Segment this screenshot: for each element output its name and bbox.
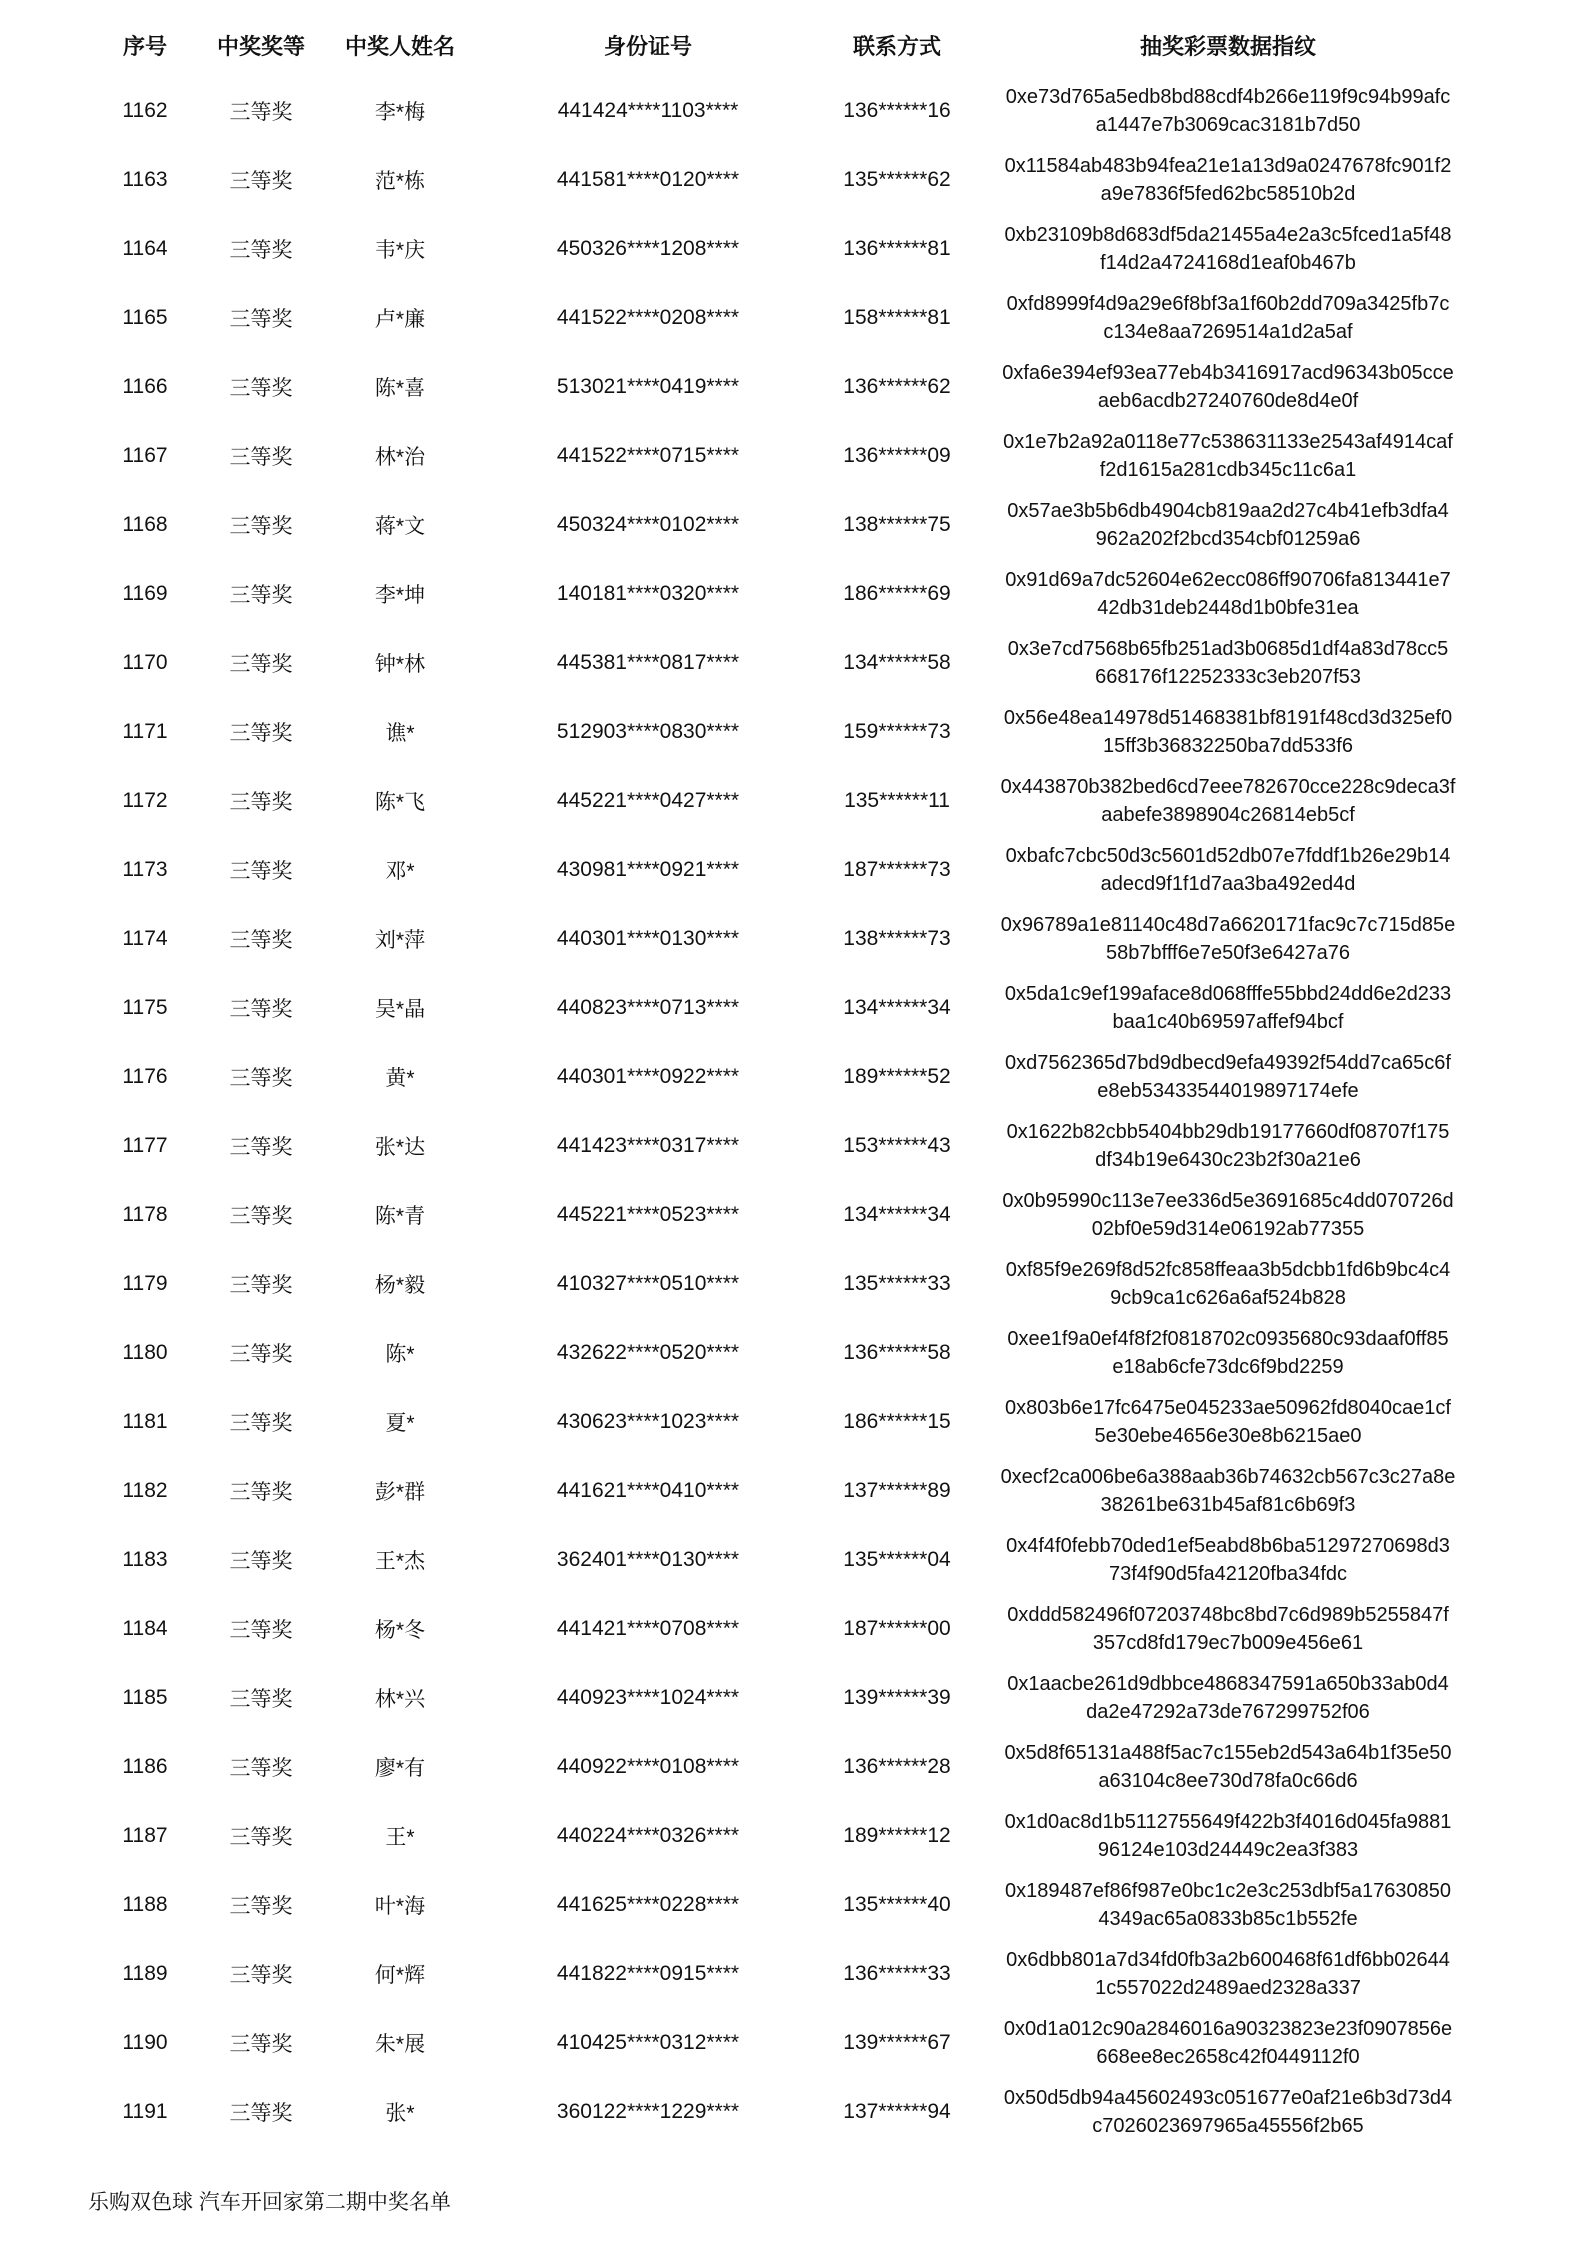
cell-serial: 1165 (122, 305, 168, 329)
cell-ticket-fingerprint (976, 359, 1480, 415)
cell-serial: 1174 (122, 926, 168, 950)
fingerprint-line1: 0x443870b382bed6cd7eee782670cce228c9deca3f (1000, 775, 1456, 798)
fingerprint-line2: 42db31deb2448d1b0bfe31ea (1097, 596, 1359, 619)
cell-contact: 135******04 (843, 1547, 951, 1571)
table-row (0, 2008, 1586, 2077)
cell-winner-name: 夏* (385, 1411, 415, 1435)
cell-prize-level: 三等奖 (229, 169, 293, 193)
cell-prize-level: 三等奖 (229, 1687, 293, 1711)
cell-contact: 138******75 (843, 512, 951, 536)
cell-contact: 189******12 (843, 1823, 951, 1847)
fingerprint-line2: c134e8aa7269514a1d2a5af (1103, 320, 1353, 343)
cell-serial: 1189 (122, 1961, 168, 1985)
cell-prize-level: 三等奖 (229, 859, 293, 883)
cell-ticket-fingerprint (976, 221, 1480, 277)
cell-id-number: 512903****0830**** (556, 719, 740, 743)
cell-winner-name: 何*辉 (374, 1963, 426, 1987)
fingerprint-line1: 0x96789a1e81140c48d7a6620171fac9c7c715d85e (1000, 913, 1456, 936)
cell-contact: 134******34 (843, 995, 951, 1019)
cell-ticket-fingerprint (976, 1808, 1480, 1864)
fingerprint-line1: 0x5da1c9ef199aface8d068fffe55bbd24dd6e2d233 (1004, 982, 1452, 1005)
cell-serial: 1163 (122, 167, 168, 191)
fingerprint-line1: 0x803b6e17fc6475e045233ae50962fd8040cae1cf (1005, 1396, 1451, 1419)
cell-serial: 1190 (122, 2030, 168, 2054)
fingerprint-line1: 0x56e48ea14978d51468381bf8191f48cd3d325ef0 (1003, 706, 1453, 729)
table-row (0, 1180, 1586, 1249)
cell-winner-name: 朱*展 (374, 2032, 426, 2056)
fingerprint-line1: 0xecf2ca006be6a388aab36b74632cb567c3c27a8e (1000, 1465, 1456, 1488)
cell-id-number: 410327****0510**** (556, 1271, 740, 1295)
cell-ticket-fingerprint (976, 1946, 1480, 2002)
fingerprint-line1: 0xd7562365d7bd9dbecd9efa49392f54dd7ca65c6f (1005, 1051, 1451, 1074)
cell-winner-name: 林*兴 (374, 1687, 426, 1711)
table-row (0, 1594, 1586, 1663)
table-row (0, 1111, 1586, 1180)
fingerprint-line2: df34b19e6430c23b2f30a21e6 (1095, 1148, 1361, 1171)
cell-contact: 136******58 (843, 1340, 951, 1364)
cell-id-number: 450326****1208**** (556, 236, 740, 260)
fingerprint-line2: 668176f12252333c3eb207f53 (1095, 665, 1361, 688)
cell-serial: 1177 (122, 1133, 168, 1157)
fingerprint-line2: 9cb9ca1c626a6af524b828 (1110, 1286, 1346, 1309)
cell-contact: 136******33 (843, 1961, 951, 1985)
cell-id-number: 140181****0320**** (556, 581, 740, 605)
cell-ticket-fingerprint (976, 704, 1480, 760)
cell-contact: 187******73 (843, 857, 951, 881)
table-row (0, 973, 1586, 1042)
fingerprint-line2: a1447e7b3069cac3181b7d50 (1095, 113, 1361, 136)
cell-ticket-fingerprint (976, 83, 1480, 139)
fingerprint-line1: 0xddd582496f07203748bc8bd7c6d989b5255847f (1007, 1603, 1449, 1626)
cell-winner-name: 叶*海 (374, 1894, 426, 1918)
table-row (0, 1870, 1586, 1939)
cell-winner-name: 张*达 (374, 1135, 426, 1159)
table-row (0, 283, 1586, 352)
cell-prize-level: 三等奖 (229, 928, 293, 952)
fingerprint-line1: 0x57ae3b5b6db4904cb819aa2d27c4b41efb3dfa4 (1007, 499, 1449, 522)
table-row (0, 1939, 1586, 2008)
cell-id-number: 445381****0817**** (556, 650, 740, 674)
fingerprint-line2: 96124e103d24449c2ea3f383 (1097, 1838, 1359, 1861)
cell-prize-level: 三等奖 (229, 1549, 293, 1573)
cell-ticket-fingerprint (976, 1394, 1480, 1450)
cell-id-number: 445221****0523**** (556, 1202, 740, 1226)
fingerprint-line1: 0x1aacbe261d9dbbce4868347591a650b33ab0d4 (1007, 1672, 1449, 1695)
cell-id-number: 362401****0130**** (556, 1547, 740, 1571)
fingerprint-line2: 15ff3b36832250ba7dd533f6 (1103, 734, 1353, 757)
cell-prize-level: 三等奖 (229, 376, 293, 400)
cell-ticket-fingerprint (976, 773, 1480, 829)
cell-winner-name: 李*坤 (374, 583, 426, 607)
cell-ticket-fingerprint (976, 2084, 1480, 2140)
cell-winner-name: 蒋*文 (374, 514, 426, 538)
fingerprint-line1: 0xee1f9a0ef4f8f2f0818702c0935680c93daaf0ff85 (1007, 1327, 1449, 1350)
cell-serial: 1173 (122, 857, 168, 881)
cell-winner-name: 谯* (385, 721, 415, 745)
cell-id-number: 441522****0208**** (556, 305, 740, 329)
fingerprint-line1: 0xe73d765a5edb8bd88cdf4b266e119f9c94b99afc (1005, 85, 1451, 108)
cell-prize-level: 三等奖 (229, 1618, 293, 1642)
cell-serial: 1175 (122, 995, 168, 1019)
fingerprint-line2: 1c557022d2489aed2328a337 (1095, 1976, 1361, 1999)
table-row (0, 697, 1586, 766)
list-caption: 乐购双色球 汽车开回家第二期中奖名单 (88, 2191, 451, 2214)
cell-winner-name: 陈*青 (374, 1204, 426, 1228)
cell-contact: 189******52 (843, 1064, 951, 1088)
fingerprint-line2: 668ee8ec2658c42f0449112f0 (1096, 2045, 1360, 2068)
cell-id-number: 360122****1229**** (556, 2099, 740, 2123)
cell-contact: 135******33 (843, 1271, 951, 1295)
table-row (0, 904, 1586, 973)
cell-id-number: 432622****0520**** (556, 1340, 740, 1364)
cell-serial: 1172 (122, 788, 168, 812)
header-winner-name: 中奖人姓名 (344, 33, 455, 59)
table-row (0, 490, 1586, 559)
cell-id-number: 440301****0130**** (556, 926, 740, 950)
table-row (0, 352, 1586, 421)
table-row (0, 1732, 1586, 1801)
cell-prize-level: 三等奖 (229, 1135, 293, 1159)
cell-ticket-fingerprint (976, 1049, 1480, 1105)
cell-prize-level: 三等奖 (229, 2032, 293, 2056)
cell-winner-name: 刘*萍 (374, 928, 426, 952)
cell-serial: 1188 (122, 1892, 168, 1916)
table-row (0, 1801, 1586, 1870)
cell-prize-level: 三等奖 (229, 652, 293, 676)
cell-ticket-fingerprint (976, 842, 1480, 898)
cell-ticket-fingerprint (976, 1877, 1480, 1933)
cell-prize-level: 三等奖 (229, 1411, 293, 1435)
cell-winner-name: 王*杰 (374, 1549, 426, 1573)
cell-ticket-fingerprint (976, 1601, 1480, 1657)
fingerprint-line2: 5e30ebe4656e30e8b6215ae0 (1094, 1424, 1362, 1447)
cell-id-number: 513021****0419**** (556, 374, 740, 398)
cell-id-number: 430623****1023**** (556, 1409, 740, 1433)
table-row (0, 1456, 1586, 1525)
cell-serial: 1182 (122, 1478, 168, 1502)
cell-contact: 136******09 (843, 443, 951, 467)
cell-prize-level: 三等奖 (229, 1894, 293, 1918)
cell-ticket-fingerprint (976, 152, 1480, 208)
cell-serial: 1185 (122, 1685, 168, 1709)
table-row (0, 1042, 1586, 1111)
cell-winner-name: 廖*有 (374, 1756, 426, 1780)
cell-prize-level: 三等奖 (229, 445, 293, 469)
cell-winner-name: 韦*庆 (374, 238, 426, 262)
cell-serial: 1167 (122, 443, 168, 467)
cell-contact: 139******67 (843, 2030, 951, 2054)
fingerprint-line2: aeb6acdb27240760de8d4e0f (1097, 389, 1359, 412)
cell-id-number: 441421****0708**** (556, 1616, 740, 1640)
fingerprint-line1: 0x6dbb801a7d34fd0fb3a2b600468f61df6bb02644 (1006, 1948, 1450, 1971)
cell-serial: 1168 (122, 512, 168, 536)
fingerprint-line2: f2d1615a281cdb345c11c6a1 (1099, 458, 1357, 481)
cell-prize-level: 三等奖 (229, 790, 293, 814)
cell-winner-name: 陈* (385, 1342, 415, 1366)
cell-id-number: 440923****1024**** (556, 1685, 740, 1709)
cell-serial: 1171 (122, 719, 168, 743)
cell-winner-name: 钟*林 (374, 652, 426, 676)
cell-contact: 136******81 (843, 236, 951, 260)
cell-id-number: 410425****0312**** (556, 2030, 740, 2054)
fingerprint-line2: 38261be631b45af81c6b69f3 (1100, 1493, 1356, 1516)
cell-serial: 1183 (122, 1547, 168, 1571)
cell-serial: 1180 (122, 1340, 168, 1364)
fingerprint-line1: 0x11584ab483b94fea21e1a13d9a0247678fc901f2 (1004, 154, 1452, 177)
cell-ticket-fingerprint (976, 1463, 1480, 1519)
cell-prize-level: 三等奖 (229, 1204, 293, 1228)
cell-prize-level: 三等奖 (229, 238, 293, 262)
cell-contact: 186******69 (843, 581, 951, 605)
fingerprint-line2: f14d2a4724168d1eaf0b467b (1100, 251, 1356, 274)
cell-prize-level: 三等奖 (229, 721, 293, 745)
cell-ticket-fingerprint (976, 2015, 1480, 2071)
header-id-number: 身份证号 (603, 33, 692, 59)
cell-contact: 186******15 (843, 1409, 951, 1433)
cell-winner-name: 李*梅 (374, 100, 426, 124)
cell-contact: 137******89 (843, 1478, 951, 1502)
cell-serial: 1176 (122, 1064, 168, 1088)
cell-prize-level: 三等奖 (229, 1066, 293, 1090)
fingerprint-line2: 73f4f90d5fa42120fba34fdc (1109, 1562, 1347, 1585)
table-row (0, 2077, 1586, 2146)
cell-contact: 138******73 (843, 926, 951, 950)
header-contact: 联系方式 (852, 33, 941, 59)
fingerprint-line2: adecd9f1f1d7aa3ba492ed4d (1100, 872, 1356, 895)
cell-serial: 1191 (122, 2099, 168, 2123)
table-header-row (0, 14, 1586, 76)
cell-id-number: 440823****0713**** (556, 995, 740, 1019)
fingerprint-line2: c7026023697965a45556f2b65 (1092, 2114, 1364, 2137)
fingerprint-line1: 0xfa6e394ef93ea77eb4b3416917acd96343b05cce (1002, 361, 1454, 384)
cell-serial: 1170 (122, 650, 168, 674)
cell-id-number: 441581****0120**** (556, 167, 740, 191)
table-row (0, 1525, 1586, 1594)
fingerprint-line1: 0x0b95990c113e7ee336d5e3691685c4dd070726d (1002, 1189, 1454, 1212)
cell-contact: 153******43 (843, 1133, 951, 1157)
cell-id-number: 441423****0317**** (556, 1133, 740, 1157)
cell-contact: 187******00 (843, 1616, 951, 1640)
table-row (0, 766, 1586, 835)
fingerprint-line1: 0x3e7cd7568b65fb251ad3b0685d1df4a83d78cc5 (1007, 637, 1449, 660)
fingerprint-line1: 0x0d1a012c90a2846016a90323823e23f0907856e (1003, 2017, 1453, 2040)
cell-contact: 136******28 (843, 1754, 951, 1778)
cell-serial: 1186 (122, 1754, 168, 1778)
cell-contact: 136******16 (843, 98, 951, 122)
fingerprint-line1: 0xbafc7cbc50d3c5601d52db07e7fddf1b26e29b14 (1005, 844, 1451, 867)
fingerprint-line2: 4349ac65a0833b85c1b552fe (1098, 1907, 1358, 1930)
cell-prize-level: 三等奖 (229, 514, 293, 538)
cell-id-number: 441621****0410**** (556, 1478, 740, 1502)
cell-winner-name: 卢*廉 (374, 307, 426, 331)
table-row (0, 628, 1586, 697)
cell-prize-level: 三等奖 (229, 100, 293, 124)
fingerprint-line1: 0x1e7b2a92a0118e77c538631133e2543af4914caf (1003, 430, 1453, 453)
fingerprint-line1: 0x1622b82cbb5404bb29db19177660df08707f175 (1006, 1120, 1450, 1143)
cell-contact: 134******34 (843, 1202, 951, 1226)
cell-id-number: 441625****0228**** (556, 1892, 740, 1916)
table-row (0, 421, 1586, 490)
cell-winner-name: 范*栋 (374, 169, 426, 193)
cell-winner-name: 陈*飞 (374, 790, 426, 814)
fingerprint-line2: 962a202f2bcd354cbf01259a6 (1095, 527, 1361, 550)
cell-prize-level: 三等奖 (229, 307, 293, 331)
cell-ticket-fingerprint (976, 1739, 1480, 1795)
cell-winner-name: 杨*毅 (374, 1273, 426, 1297)
fingerprint-line2: e8eb53433544019897174efe (1097, 1079, 1359, 1102)
header-serial: 序号 (122, 33, 167, 59)
cell-prize-level: 三等奖 (229, 1273, 293, 1297)
table-row (0, 835, 1586, 904)
cell-prize-level: 三等奖 (229, 583, 293, 607)
fingerprint-line2: 58b7bfff6e7e50f3e6427a76 (1106, 941, 1350, 964)
fingerprint-line2: aabefe3898904c26814eb5cf (1101, 803, 1355, 826)
cell-id-number: 440224****0326**** (556, 1823, 740, 1847)
cell-serial: 1181 (122, 1409, 168, 1433)
table-row (0, 145, 1586, 214)
cell-prize-level: 三等奖 (229, 1963, 293, 1987)
cell-id-number: 430981****0921**** (556, 857, 740, 881)
cell-id-number: 450324****0102**** (556, 512, 740, 536)
cell-winner-name: 林*治 (374, 445, 426, 469)
cell-serial: 1178 (122, 1202, 168, 1226)
fingerprint-line1: 0x91d69a7dc52604e62ecc086ff90706fa813441e7 (1005, 568, 1451, 591)
cell-serial: 1162 (122, 98, 168, 122)
fingerprint-line1: 0x189487ef86f987e0bc1c2e3c253dbf5a17630850 (1005, 1879, 1451, 1902)
cell-prize-level: 三等奖 (229, 1480, 293, 1504)
cell-id-number: 440301****0922**** (556, 1064, 740, 1088)
cell-serial: 1184 (122, 1616, 168, 1640)
cell-winner-name: 陈*喜 (374, 376, 426, 400)
fingerprint-line1: 0x50d5db94a45602493c051677e0af21e6b3d73d4 (1003, 2086, 1453, 2109)
cell-ticket-fingerprint (976, 566, 1480, 622)
table-row (0, 1663, 1586, 1732)
cell-ticket-fingerprint (976, 1670, 1480, 1726)
fingerprint-line2: a9e7836f5fed62bc58510b2d (1100, 182, 1356, 205)
fingerprint-line1: 0x4f4f0febb70ded1ef5eabd8b6ba51297270698d3 (1006, 1534, 1450, 1557)
fingerprint-line2: 357cd8fd179ec7b009e456e61 (1092, 1631, 1364, 1654)
cell-id-number: 445221****0427**** (556, 788, 740, 812)
cell-ticket-fingerprint (976, 1256, 1480, 1312)
cell-serial: 1164 (122, 236, 168, 260)
cell-ticket-fingerprint (976, 1532, 1480, 1588)
cell-prize-level: 三等奖 (229, 1825, 293, 1849)
cell-contact: 135******11 (844, 788, 950, 812)
fingerprint-line2: e18ab6cfe73dc6f9bd2259 (1112, 1355, 1344, 1378)
fingerprint-line1: 0xfd8999f4d9a29e6f8bf3a1f60b2dd709a3425fb7c (1006, 292, 1450, 315)
cell-serial: 1187 (122, 1823, 168, 1847)
cell-ticket-fingerprint (976, 635, 1480, 691)
cell-winner-name: 彭*群 (374, 1480, 426, 1504)
cell-serial: 1169 (122, 581, 168, 605)
fingerprint-line1: 0xf85f9e269f8d52fc858ffeaa3b5dcbb1fd6b9bc4c4 (1005, 1258, 1451, 1281)
table-row (0, 1249, 1586, 1318)
cell-prize-level: 三等奖 (229, 997, 293, 1021)
cell-contact: 135******62 (843, 167, 951, 191)
header-ticket-fingerprint: 抽奖彩票数据指纹 (1139, 33, 1316, 59)
cell-ticket-fingerprint (976, 497, 1480, 553)
fingerprint-line1: 0x1d0ac8d1b5112755649f422b3f4016d045fa9881 (1004, 1810, 1452, 1833)
cell-contact: 135******40 (843, 1892, 951, 1916)
fingerprint-line1: 0x5d8f65131a488f5ac7c155eb2d543a64b1f35e50 (1004, 1741, 1452, 1764)
cell-ticket-fingerprint (976, 290, 1480, 346)
cell-prize-level: 三等奖 (229, 1342, 293, 1366)
cell-contact: 136******62 (843, 374, 951, 398)
fingerprint-line2: baa1c40b69597affef94bcf (1112, 1010, 1344, 1033)
cell-contact: 159******73 (843, 719, 951, 743)
header-prize-level: 中奖奖等 (216, 33, 305, 59)
cell-prize-level: 三等奖 (229, 1756, 293, 1780)
fingerprint-line2: a63104c8ee730d78fa0c66d6 (1098, 1769, 1358, 1792)
cell-ticket-fingerprint (976, 911, 1480, 967)
cell-winner-name: 邓* (385, 859, 415, 883)
table-row (0, 1387, 1586, 1456)
cell-winner-name: 杨*冬 (374, 1618, 426, 1642)
cell-serial: 1166 (122, 374, 168, 398)
cell-contact: 134******58 (843, 650, 951, 674)
cell-id-number: 441822****0915**** (556, 1961, 740, 1985)
cell-winner-name: 王* (385, 1825, 415, 1849)
cell-contact: 137******94 (843, 2099, 951, 2123)
cell-ticket-fingerprint (976, 1187, 1480, 1243)
cell-serial: 1179 (122, 1271, 168, 1295)
cell-prize-level: 三等奖 (229, 2101, 293, 2125)
table-row (0, 214, 1586, 283)
table-row (0, 1318, 1586, 1387)
cell-winner-name: 吴*晶 (374, 997, 426, 1021)
cell-ticket-fingerprint (976, 428, 1480, 484)
table-body (0, 76, 1586, 2146)
cell-ticket-fingerprint (976, 1325, 1480, 1381)
cell-winner-name: 张* (385, 2101, 415, 2125)
cell-winner-name: 黄* (385, 1066, 415, 1090)
cell-id-number: 441522****0715**** (556, 443, 740, 467)
fingerprint-line2: da2e47292a73de767299752f06 (1086, 1700, 1370, 1723)
cell-id-number: 441424****1103**** (557, 98, 739, 122)
cell-ticket-fingerprint (976, 980, 1480, 1036)
cell-id-number: 440922****0108**** (556, 1754, 740, 1778)
table-row (0, 559, 1586, 628)
fingerprint-line1: 0xb23109b8d683df5da21455a4e2a3c5fced1a5f48 (1004, 223, 1452, 246)
fingerprint-line2: 02bf0e59d314e06192ab77355 (1091, 1217, 1365, 1240)
cell-contact: 158******81 (843, 305, 951, 329)
table-row (0, 76, 1586, 145)
cell-ticket-fingerprint (976, 1118, 1480, 1174)
cell-contact: 139******39 (843, 1685, 951, 1709)
